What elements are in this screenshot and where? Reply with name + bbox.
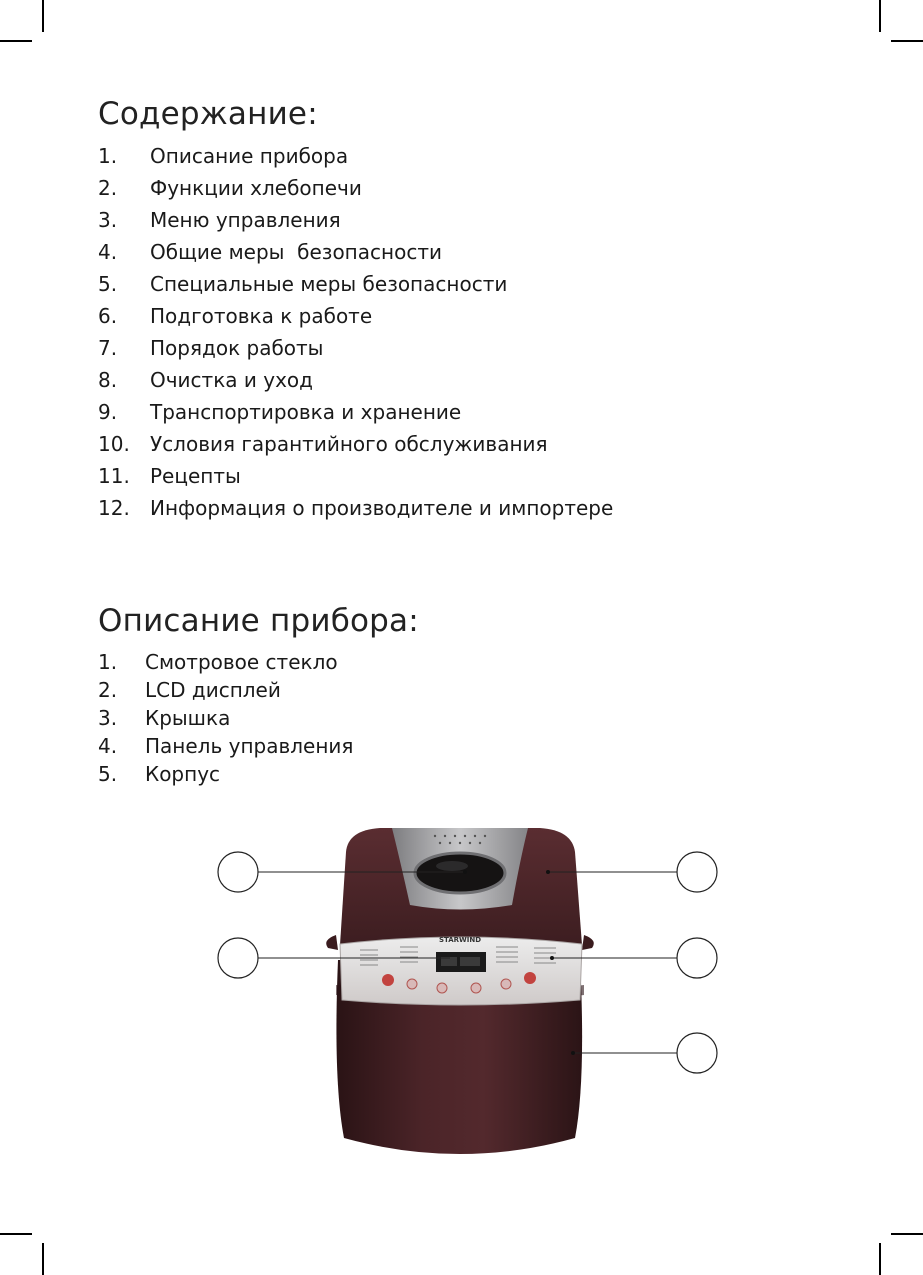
toc-item[interactable] xyxy=(98,172,613,204)
toc-item-label: Условия гарантийного обслуживания xyxy=(150,432,548,456)
toc-item-label: Информация о производителе и импортере xyxy=(150,496,614,520)
crop-mark xyxy=(891,40,923,42)
parts-list xyxy=(98,648,353,788)
callout-marker xyxy=(218,852,258,892)
toc-list xyxy=(98,140,613,524)
toc-item-number: 2. xyxy=(98,176,118,200)
callout-marker xyxy=(677,938,717,978)
toc-item-label: Транспортировка и хранение xyxy=(150,400,462,424)
description-heading: Описание прибора: xyxy=(98,603,419,639)
toc-item-number: 5. xyxy=(98,272,118,296)
toc-item-label: Рецепты xyxy=(150,464,241,488)
crop-mark xyxy=(0,1233,32,1235)
toc-item-number: 10. xyxy=(98,432,130,456)
toc-item-label: Порядок работы xyxy=(150,336,324,360)
toc-item-number: 9. xyxy=(98,400,118,424)
toc-item-number: 8. xyxy=(98,368,118,392)
toc-item-label: Подготовка к работе xyxy=(150,304,373,328)
parts-item-label: LCD дисплей xyxy=(145,678,281,702)
side-handle xyxy=(326,935,338,950)
toc-item-number: 1. xyxy=(98,144,118,168)
toc-item-label: Очистка и уход xyxy=(150,368,313,392)
toc-item[interactable] xyxy=(98,396,613,428)
callout-marker xyxy=(218,938,258,978)
parts-item xyxy=(98,760,353,788)
toc-item-label: Описание прибора xyxy=(150,144,349,168)
toc-item-number: 12. xyxy=(98,496,130,520)
toc-item-label: Общие меры безопасности xyxy=(150,240,442,264)
toc-item[interactable] xyxy=(98,268,613,300)
parts-item-number: 3. xyxy=(98,706,118,730)
toc-item[interactable] xyxy=(98,460,613,492)
toc-item-number: 3. xyxy=(98,208,118,232)
toc-item-number: 11. xyxy=(98,464,130,488)
parts-item xyxy=(98,676,353,704)
toc-item-number: 6. xyxy=(98,304,118,328)
parts-item xyxy=(98,648,353,676)
toc-item[interactable] xyxy=(98,236,613,268)
brand-label: STARWIND xyxy=(438,936,482,944)
crop-mark xyxy=(42,1243,44,1275)
toc-item-label: Функции хлебопечи xyxy=(150,176,362,200)
parts-item xyxy=(98,732,353,760)
parts-item-label: Крышка xyxy=(145,706,231,730)
crop-mark xyxy=(891,1233,923,1235)
callout-marker xyxy=(677,1033,717,1073)
toc-item[interactable] xyxy=(98,300,613,332)
parts-item-number: 2. xyxy=(98,678,118,702)
parts-item xyxy=(98,704,353,732)
toc-item[interactable] xyxy=(98,428,613,460)
toc-item[interactable] xyxy=(98,204,613,236)
toc-item[interactable] xyxy=(98,140,613,172)
side-handle xyxy=(582,935,594,950)
parts-item-label: Корпус xyxy=(145,762,221,786)
parts-item-number: 5. xyxy=(98,762,118,786)
parts-item-label: Панель управления xyxy=(145,734,354,758)
crop-mark xyxy=(42,0,44,32)
toc-heading: Содержание: xyxy=(98,96,318,132)
toc-item-label: Меню управления xyxy=(150,208,341,232)
crop-mark xyxy=(879,1243,881,1275)
toc-item-label: Специальные меры безопасности xyxy=(150,272,508,296)
callout-marker xyxy=(677,852,717,892)
toc-item[interactable] xyxy=(98,492,613,524)
toc-item[interactable] xyxy=(98,364,613,396)
toc-item-number: 4. xyxy=(98,240,118,264)
parts-item-label: Смотровое стекло xyxy=(145,650,338,674)
parts-item-number: 1. xyxy=(98,650,118,674)
parts-item-number: 4. xyxy=(98,734,118,758)
toc-item[interactable] xyxy=(98,332,613,364)
bread-maker-illustration xyxy=(0,820,923,1180)
viewing-window xyxy=(415,853,505,893)
crop-mark xyxy=(879,0,881,32)
crop-mark xyxy=(0,40,32,42)
toc-item-number: 7. xyxy=(98,336,118,360)
